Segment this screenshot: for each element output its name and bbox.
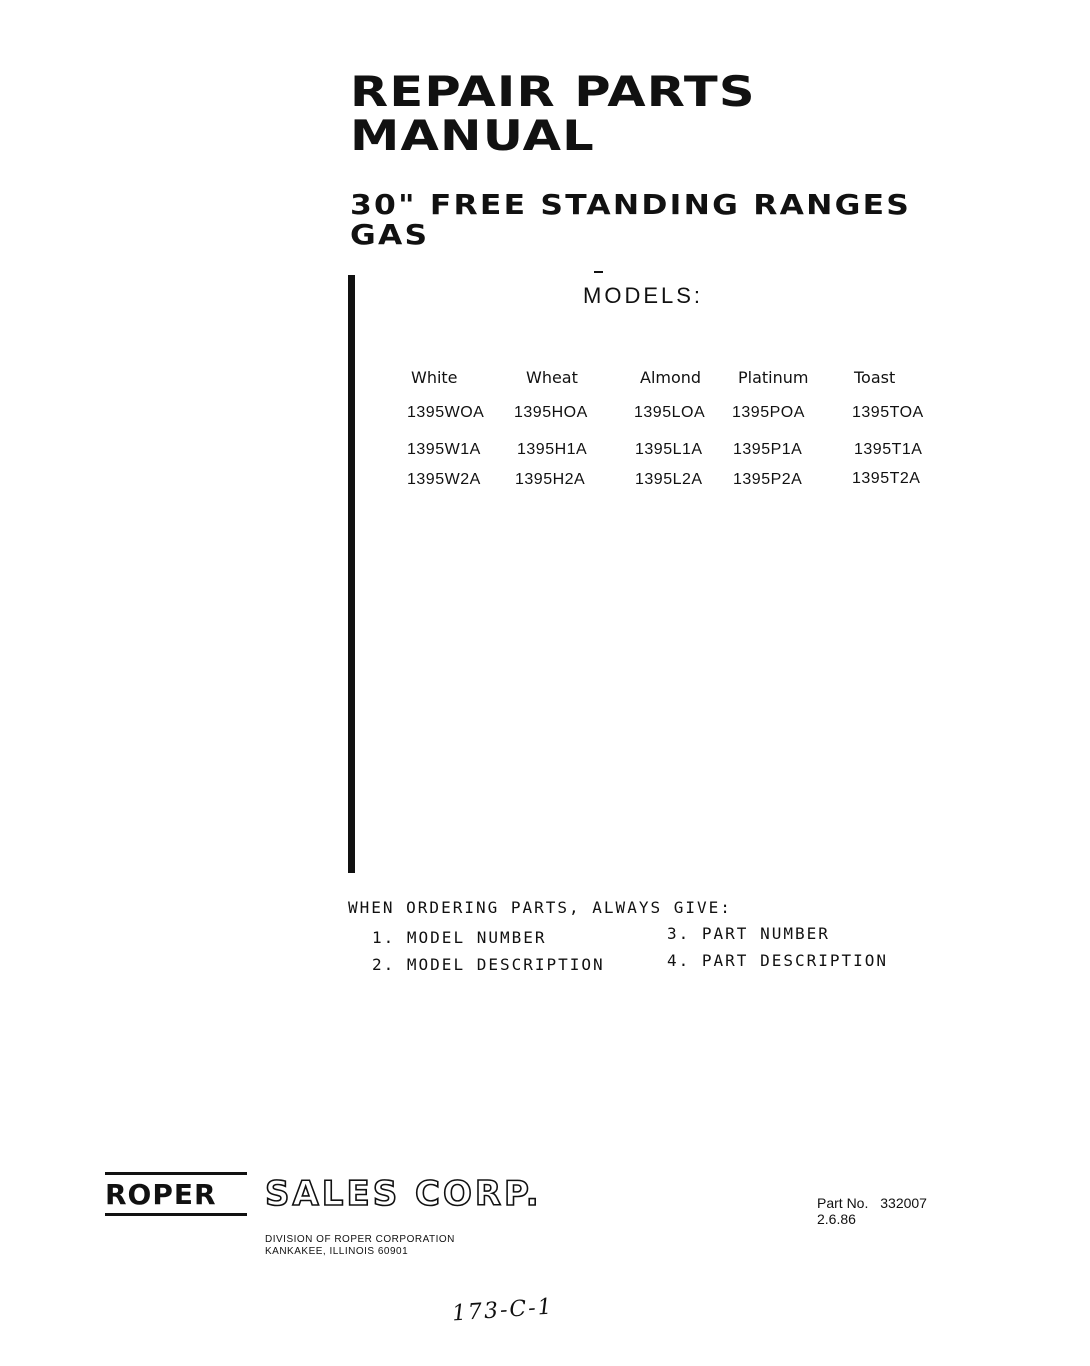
ordering-item-text: MODEL DESCRIPTION — [406, 955, 605, 974]
part-number-label: Part No. — [817, 1195, 869, 1211]
ordering-heading: WHEN ORDERING PARTS, ALWAYS GIVE: — [348, 898, 732, 917]
part-number-block — [817, 1195, 927, 1227]
division-line-1: DIVISION OF ROPER CORPORATION — [265, 1234, 455, 1245]
ordering-item-number: 3. — [667, 924, 691, 943]
ordering-item — [667, 951, 888, 970]
model-number: 1395LOA — [634, 404, 706, 421]
column-header-toast: Toast — [854, 368, 896, 387]
brand-name: ROPER — [105, 1178, 217, 1211]
model-number: 1395W2A — [407, 471, 481, 488]
model-number: 1395P2A — [733, 471, 803, 488]
column-header-white: White — [411, 368, 458, 387]
company-name: SALES CORP. — [265, 1174, 542, 1214]
title-line-1: REPAIR PARTS — [350, 67, 756, 116]
model-number: 1395H2A — [515, 471, 586, 488]
handwritten-note: 173-C-1 — [451, 1294, 555, 1327]
ordering-item-number: 4. — [667, 951, 691, 970]
model-number: 1395L1A — [635, 441, 703, 458]
vertical-rule — [348, 275, 355, 873]
model-number: 1395WOA — [407, 404, 485, 421]
division-address — [265, 1234, 455, 1258]
ordering-item — [372, 928, 547, 947]
model-number: 1395W1A — [407, 441, 481, 458]
logo-bottom-rule — [105, 1213, 247, 1216]
model-number: 1395L2A — [635, 471, 703, 488]
subtitle-line-1: 30" FREE STANDING RANGES — [350, 188, 912, 221]
model-number: 1395TOA — [852, 404, 924, 421]
ordering-item-number: 1. — [372, 928, 396, 947]
column-header-platinum: Platinum — [738, 368, 809, 387]
column-header-wheat: Wheat — [526, 368, 578, 387]
model-number: 1395T2A — [852, 470, 921, 487]
ordering-item-text: MODEL NUMBER — [406, 928, 547, 947]
ordering-item — [667, 924, 830, 943]
manual-subtitle — [350, 190, 911, 250]
roper-logo — [105, 1172, 247, 1221]
model-number: 1395H1A — [517, 441, 588, 458]
part-number-value: 332007 — [880, 1195, 927, 1211]
model-number: 1395T1A — [854, 441, 923, 458]
division-line-2: KANKAKEE, ILLINOIS 60901 — [265, 1246, 409, 1257]
column-header-almond: Almond — [640, 368, 702, 387]
ordering-item — [372, 955, 605, 974]
title-line-2: MANUAL — [350, 111, 595, 160]
document-date: 2.6.86 — [817, 1211, 856, 1227]
manual-title — [350, 67, 756, 160]
ordering-item-text: PART NUMBER — [701, 924, 830, 943]
logo-top-rule — [105, 1172, 247, 1175]
models-label: MODELS: — [583, 283, 704, 308]
model-number: 1395HOA — [514, 404, 588, 421]
ordering-item-number: 2. — [372, 955, 396, 974]
model-number: 1395POA — [732, 404, 805, 421]
subtitle-line-2: GAS — [350, 218, 430, 251]
model-number: 1395P1A — [733, 441, 803, 458]
models-dash-mark — [594, 271, 603, 273]
ordering-item-text: PART DESCRIPTION — [701, 951, 889, 970]
